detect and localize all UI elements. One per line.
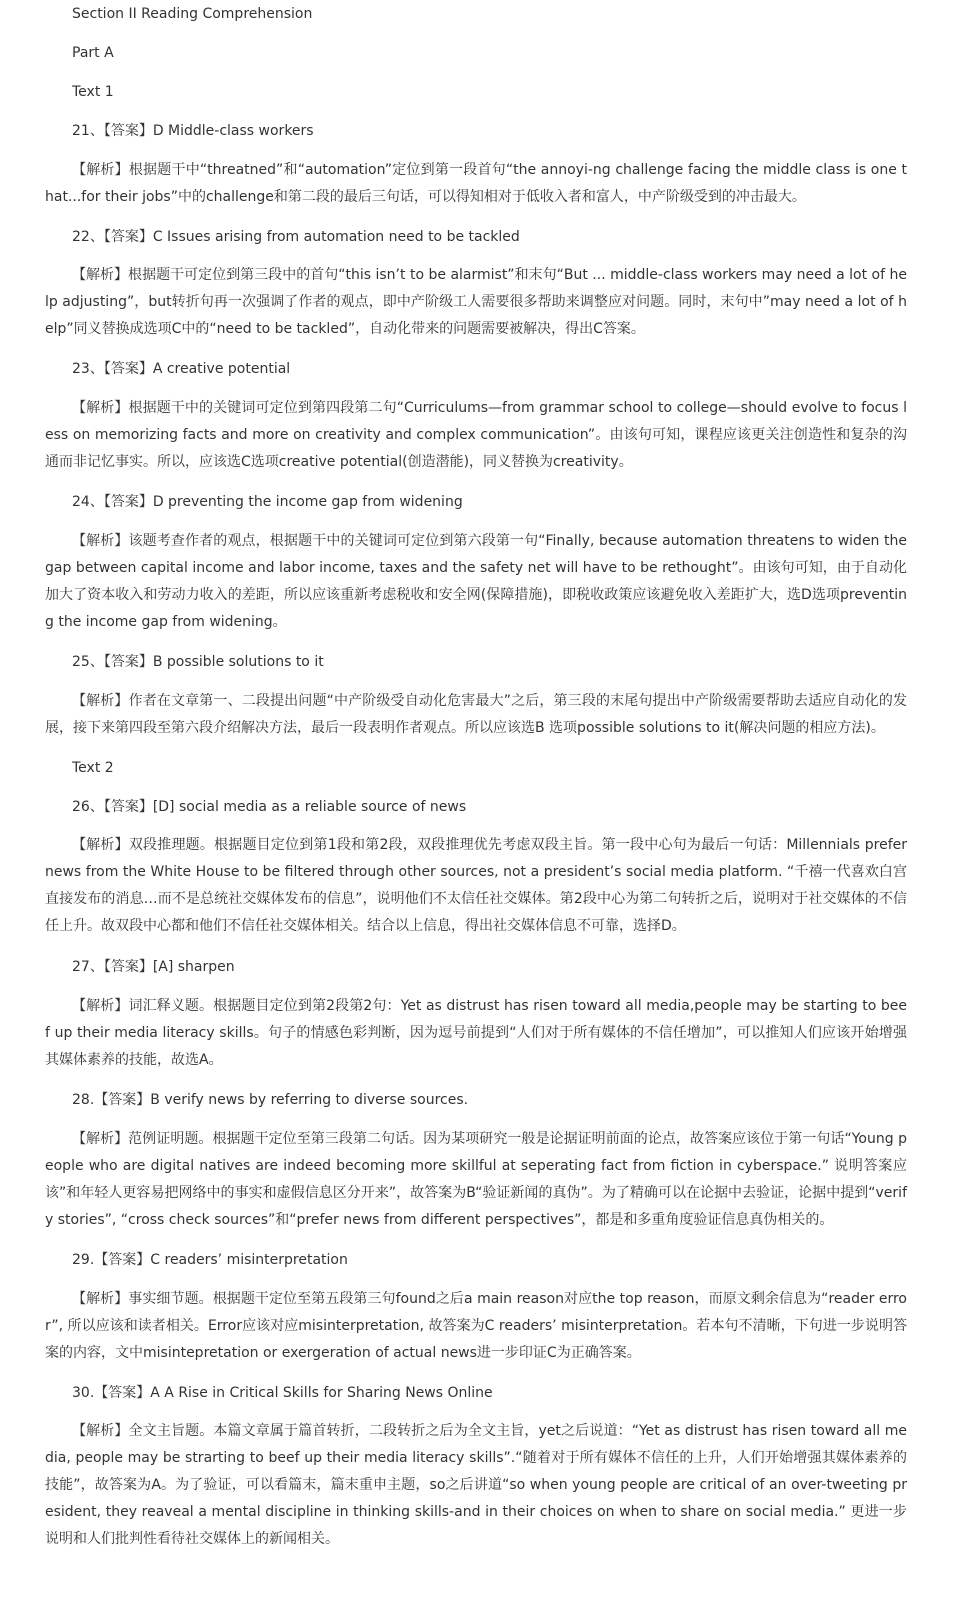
- analysis-23: 【解析】根据题干中的关键词可定位到第四段第二句“Curriculums—from grammar school to college—should evolve to focus less on memorizing facts and more on creativity and complex communication”。由该句可知，课程应该更关注创造性和复杂的沟通而非记忆事实。所以，应该选C选项creative potential(创造潜能)，同义替换为creativity。: [45, 400, 907, 470]
- text-1-title: Text 1: [72, 84, 114, 100]
- analysis-22: 【解析】根据题干可定位到第三段中的首句“this isn’t to be alarmist”和末句“But ... middle-class workers may need a lot of help adjusting”，but转折句再一次强调了作者的观点，即中产阶级工人需要很多帮助来调整应对问题。同时，末句中”may need a lot of help”同义替换成选项C中的“need to be tackled”，自动化带来的问题需要被解决，得出C答案。: [45, 267, 907, 337]
- analysis-30: 【解析】全文主旨题。本篇文章属于篇首转折，二段转折之后为全文主旨，yet之后说道：“Yet as distrust has risen toward all media, people may be strarting to beef up their media literacy skills”.“随着对于所有媒体不信任的上升，人们开始增强其媒体素养的技能”，故答案为A。为了验证，可以看篇末，篇末重申主题，so之后讲道“so when young people are critical of an over-tweeting president, they reaveal a mental discipline in thinking skills-and in their choices on when to share on social media.” 更进一步说明和人们批判性看待社交媒体上的新闻相关。: [45, 1423, 907, 1547]
- analysis-27: 【解析】词汇释义题。根据题目定位到第2段第2句：Yet as distrust has risen toward all media,people may be starting to beef up their media literacy skills。句子的情感色彩判断，因为逗号前提到“人们对于所有媒体的不信任增加”，可以推知人们应该开始增强其媒体素养的技能，故选A。: [45, 998, 907, 1068]
- section-title: Section II Reading Comprehension: [72, 6, 313, 22]
- answer-28: 28.【答案】B verify news by referring to diverse sources.: [72, 1092, 469, 1108]
- answer-25: 25、【答案】B possible solutions to it: [72, 654, 324, 670]
- analysis-25: 【解析】作者在文章第一、二段提出问题“中产阶级受自动化危害最大”之后，第三段的末尾句提出中产阶级需要帮助去适应自动化的发展，接下来第四段至第六段介绍解决方法，最后一段表明作者观点。所以应该选B 选项possible solutions to it(解决问题的相应方法)。: [45, 693, 907, 736]
- answer-21: 21、【答案】D Middle-class workers: [72, 123, 314, 139]
- analysis-28: 【解析】范例证明题。根据题干定位至第三段第二句话。因为某项研究一般是论据证明前面的论点，故答案应该位于第一句话“Young people who are digital natives are indeed becoming more skillful at seperating fact from fiction in cyberspace.” 说明答案应该”和年轻人更容易把网络中的事实和虚假信息区分开来”，故答案为B“验证新闻的真伪”。为了精确可以在论据中去验证，论据中提到“verify stories”, “cross check sources”和“prefer news from different perspectives”，都是和多重角度验证信息真伪相关的。: [45, 1131, 907, 1228]
- answer-27: 27、【答案】[A] sharpen: [72, 959, 235, 975]
- answer-29: 29.【答案】C readers’ misinterpretation: [72, 1252, 348, 1268]
- answer-22: 22、【答案】C Issues arising from automation need to be tackled: [72, 229, 520, 245]
- analysis-26: 【解析】双段推理题。根据题目定位到第1段和第2段，双段推理优先考虑双段主旨。第一段中心句为最后一句话：Millennials prefer news from the White House to be filtered through other sources, not a president’s social media platform. “千禧一代喜欢白宫直接发布的消息…而不是总统社交媒体发布的信息”，说明他们不太信任社交媒体。第2段中心为第二句转折之后，说明对于社交媒体的不信任上升。故双段中心都和他们不信任社交媒体相关。结合以上信息，得出社交媒体信息不可靠，选择D。: [45, 837, 907, 934]
- answer-30: 30.【答案】A A Rise in Critical Skills for Sharing News Online: [72, 1385, 493, 1401]
- analysis-21: 【解析】根据题干中“threatned”和“automation”定位到第一段首句“the annoyi-ng challenge facing the middle class is one that...for their jobs”中的challenge和第二段的最后三句话，可以得知相对于低收入者和富人，中产阶级受到的冲击最大。: [45, 162, 907, 205]
- text-2-title: Text 2: [72, 760, 114, 776]
- answer-24: 24、【答案】D preventing the income gap from widening: [72, 494, 463, 510]
- answer-23: 23、【答案】A creative potential: [72, 361, 291, 377]
- part-title: Part A: [72, 45, 114, 61]
- answer-26: 26、【答案】[D] social media as a reliable source of news: [72, 799, 467, 815]
- analysis-29: 【解析】事实细节题。根据题干定位至第五段第三句found之后a main reason对应the top reason，而原文剩余信息为“reader error”, 所以应该和读者相关。Error应该对应misinterpretation, 故答案为C readers’ misinterpretation。若本句不清晰，下句进一步说明答案的内容，文中misintepretation or exergeration of actual news进一步印证C为正确答案。: [45, 1291, 907, 1361]
- analysis-24: 【解析】该题考查作者的观点，根据题干中的关键词可定位到第六段第一句“Finally, because automation threatens to widen the gap between capital income and labor income, taxes and the safety net will have to be rethought”。由该句可知，由于自动化加大了资本收入和劳动力收入的差距，所以应该重新考虑税收和安全网(保障措施)，即税收政策应该避免收入差距扩大，选D选项preventing the income gap from widening。: [45, 533, 907, 630]
